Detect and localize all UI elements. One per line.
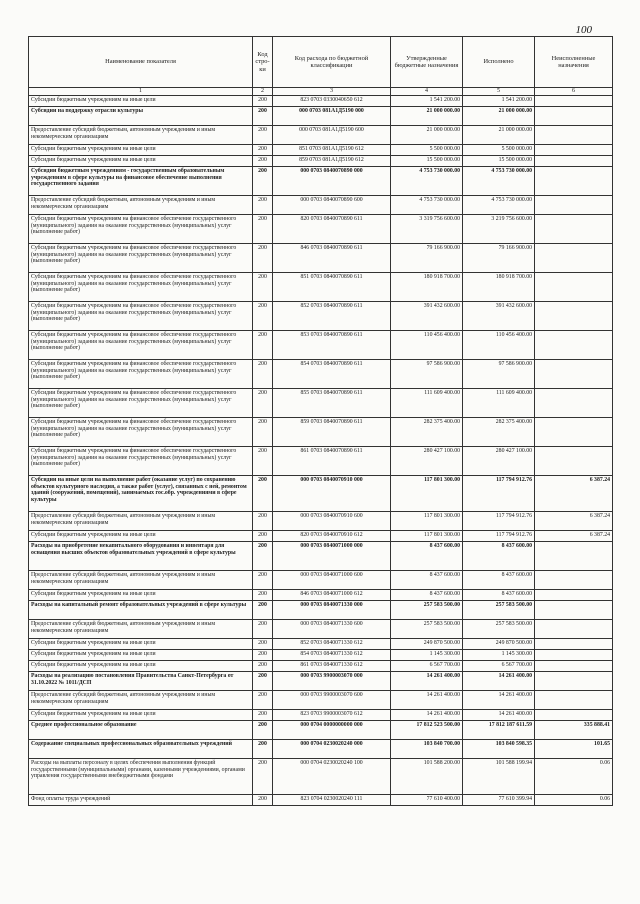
row-code: 200	[253, 144, 273, 155]
row-executed: 17 812 187 611.59	[463, 720, 535, 739]
table-row	[29, 106, 613, 125]
row-name: Среднее профессиональное образование	[29, 720, 253, 739]
row-executed: 8 437 600.00	[463, 589, 535, 600]
table-row	[29, 739, 613, 758]
column-number: 3	[273, 88, 391, 96]
row-approved: 5 500 000.00	[391, 144, 463, 155]
header-classification: Код расхода по бюджетной классификации	[273, 37, 391, 88]
row-executed: 15 500 000.00	[463, 155, 535, 166]
row-name: Субсидии бюджетным учреждениям на финансовое обеспечение государственного (муниципального) задания на оказание государственных (муниципальных) услуг (выполнение работ)	[29, 272, 253, 301]
row-approved: 180 918 700.00	[391, 272, 463, 301]
row-executed: 5 500 000.00	[463, 144, 535, 155]
row-name: Субсидии бюджетным учреждениям на иные цели	[29, 638, 253, 649]
row-name: Фонд оплаты труда учреждений	[29, 794, 253, 805]
row-classification: 861 0703 0840071330 612	[273, 660, 391, 671]
row-classification: 000 0703 0840070910 000	[273, 475, 391, 511]
row-unexecuted	[535, 649, 613, 660]
row-name: Субсидии бюджетным учреждениям на финансовое обеспечение государственного (муниципального) задания на оказание государственных (муниципальных) услуг (выполнение работ)	[29, 446, 253, 475]
row-approved: 391 432 600.00	[391, 301, 463, 330]
row-name: Субсидии бюджетным учреждениям на финансовое обеспечение государственного (муниципального) задания на оказание государственных (муниципальных) услуг (выполнение работ)	[29, 330, 253, 359]
row-name: Субсидии бюджетным учреждениям на иные цели	[29, 660, 253, 671]
row-unexecuted	[535, 446, 613, 475]
column-number: 4	[391, 88, 463, 96]
row-executed: 8 437 600.00	[463, 570, 535, 589]
row-code: 200	[253, 195, 273, 214]
row-code: 200	[253, 600, 273, 619]
row-classification: 000 0703 0840071330 000	[273, 600, 391, 619]
table-row	[29, 619, 613, 638]
row-unexecuted	[535, 155, 613, 166]
header-unexecuted: Неисполненные назначения	[535, 37, 613, 88]
table-row	[29, 758, 613, 794]
row-executed: 14 261 400.00	[463, 671, 535, 690]
row-code: 200	[253, 720, 273, 739]
row-approved: 257 583 500.00	[391, 619, 463, 638]
row-approved: 280 427 100.00	[391, 446, 463, 475]
row-executed: 282 375 400.00	[463, 417, 535, 446]
table-row	[29, 243, 613, 272]
row-executed: 1 541 200.00	[463, 95, 535, 106]
table-row	[29, 166, 613, 195]
row-code: 200	[253, 511, 273, 530]
row-code: 200	[253, 475, 273, 511]
row-unexecuted	[535, 301, 613, 330]
row-unexecuted: 6 387.24	[535, 530, 613, 541]
column-numbers-row	[29, 88, 613, 96]
row-classification: 000 0703 9900003070 600	[273, 690, 391, 709]
row-name: Субсидии бюджетным учреждениям на иные цели	[29, 589, 253, 600]
row-classification: 854 0703 0840071330 612	[273, 649, 391, 660]
row-classification: 000 0703 0840071330 600	[273, 619, 391, 638]
row-classification: 000 0703 0840071000 000	[273, 541, 391, 570]
row-unexecuted	[535, 600, 613, 619]
row-executed: 280 427 100.00	[463, 446, 535, 475]
row-code: 200	[253, 166, 273, 195]
row-classification: 851 0703 081А1Д5190 612	[273, 144, 391, 155]
row-approved: 101 588 200.00	[391, 758, 463, 794]
row-name: Субсидии бюджетным учреждениям на иные цели	[29, 155, 253, 166]
row-unexecuted	[535, 690, 613, 709]
row-approved: 77 610 400.00	[391, 794, 463, 805]
page-number: 100	[575, 24, 592, 36]
row-code: 200	[253, 125, 273, 144]
row-code: 200	[253, 570, 273, 589]
table-header-row	[29, 37, 613, 88]
row-unexecuted: 335 888.41	[535, 720, 613, 739]
row-unexecuted	[535, 660, 613, 671]
row-code: 200	[253, 106, 273, 125]
row-approved: 111 609 400.00	[391, 388, 463, 417]
column-number: 6	[535, 88, 613, 96]
header-code: Код стро-ки	[253, 37, 273, 88]
table-body	[29, 95, 613, 805]
row-executed: 180 918 700.00	[463, 272, 535, 301]
row-approved: 8 437 600.00	[391, 541, 463, 570]
row-unexecuted	[535, 166, 613, 195]
row-executed: 110 456 400.00	[463, 330, 535, 359]
row-classification: 823 0703 9900003070 612	[273, 709, 391, 720]
row-unexecuted	[535, 709, 613, 720]
row-approved: 21 000 000.00	[391, 106, 463, 125]
row-unexecuted	[535, 359, 613, 388]
table-row	[29, 690, 613, 709]
row-approved: 4 753 730 000.00	[391, 195, 463, 214]
row-code: 200	[253, 660, 273, 671]
table-row	[29, 530, 613, 541]
row-executed: 257 583 500.00	[463, 600, 535, 619]
row-code: 200	[253, 155, 273, 166]
table-row	[29, 195, 613, 214]
row-classification: 000 0704 0000000000 000	[273, 720, 391, 739]
row-unexecuted: 0.06	[535, 758, 613, 794]
row-classification: 859 0703 081А1Д5190 612	[273, 155, 391, 166]
table-row	[29, 475, 613, 511]
row-classification: 000 0703 0840071000 600	[273, 570, 391, 589]
row-code: 200	[253, 330, 273, 359]
row-unexecuted	[535, 589, 613, 600]
row-code: 200	[253, 619, 273, 638]
row-unexecuted	[535, 570, 613, 589]
row-code: 200	[253, 671, 273, 690]
row-classification: 000 0703 081А1Д5190 600	[273, 125, 391, 144]
row-approved: 6 567 700.00	[391, 660, 463, 671]
row-code: 200	[253, 446, 273, 475]
row-code: 200	[253, 709, 273, 720]
row-unexecuted	[535, 330, 613, 359]
table-row	[29, 638, 613, 649]
row-unexecuted	[535, 417, 613, 446]
row-name: Субсидии бюджетным учреждениям на финансовое обеспечение государственного (муниципального) задания на оказание государственных (муниципальных) услуг (выполнение работ)	[29, 359, 253, 388]
row-executed: 117 794 912.76	[463, 530, 535, 541]
row-executed: 8 437 600.00	[463, 541, 535, 570]
row-code: 200	[253, 589, 273, 600]
row-classification: 846 0703 0840071000 612	[273, 589, 391, 600]
row-unexecuted	[535, 214, 613, 243]
row-unexecuted: 101.65	[535, 739, 613, 758]
row-name: Субсидии бюджетным учреждениям на иные цели	[29, 95, 253, 106]
row-approved: 282 375 400.00	[391, 417, 463, 446]
row-unexecuted	[535, 671, 613, 690]
row-unexecuted	[535, 144, 613, 155]
row-executed: 117 794 912.76	[463, 511, 535, 530]
row-unexecuted	[535, 243, 613, 272]
row-name: Предоставление субсидий бюджетным, автономным учреждениям и иным некоммерческим организациям	[29, 125, 253, 144]
row-code: 200	[253, 530, 273, 541]
table-row	[29, 720, 613, 739]
row-executed: 79 166 900.00	[463, 243, 535, 272]
row-name: Субсидии бюджетным учреждениям на финансовое обеспечение государственного (муниципального) задания на оказание государственных (муниципальных) услуг (выполнение работ)	[29, 214, 253, 243]
row-approved: 103 840 700.00	[391, 739, 463, 758]
row-classification: 861 0703 0840070890 611	[273, 446, 391, 475]
row-classification: 000 0704 0230020240 100	[273, 758, 391, 794]
row-approved: 97 586 900.00	[391, 359, 463, 388]
table-row	[29, 359, 613, 388]
row-classification: 851 0703 0840070890 611	[273, 272, 391, 301]
row-approved: 1 541 200.00	[391, 95, 463, 106]
row-name: Предоставление субсидий бюджетным, автономным учреждениям и иным некоммерческим организациям	[29, 690, 253, 709]
row-executed: 4 753 730 000.00	[463, 166, 535, 195]
row-code: 200	[253, 794, 273, 805]
row-classification: 852 0703 0840070890 611	[273, 301, 391, 330]
table-row	[29, 446, 613, 475]
row-name: Субсидии бюджетным учреждениям на финансовое обеспечение государственного (муниципального) задания на оказание государственных (муниципальных) услуг (выполнение работ)	[29, 417, 253, 446]
row-executed: 4 753 730 000.00	[463, 195, 535, 214]
table-row	[29, 541, 613, 570]
row-approved: 8 437 600.00	[391, 570, 463, 589]
row-unexecuted: 6 387.24	[535, 511, 613, 530]
row-unexecuted	[535, 638, 613, 649]
row-approved: 117 801 300.00	[391, 475, 463, 511]
row-name: Субсидии бюджетным учреждениям на финансовое обеспечение государственного (муниципального) задания на оказание государственных (муниципальных) услуг (выполнение работ)	[29, 243, 253, 272]
table-row	[29, 388, 613, 417]
row-code: 200	[253, 243, 273, 272]
row-approved: 110 456 400.00	[391, 330, 463, 359]
row-unexecuted	[535, 125, 613, 144]
row-approved: 3 319 756 600.00	[391, 214, 463, 243]
row-name: Предоставление субсидий бюджетным, автономным учреждениям и иным некоммерческим организациям	[29, 570, 253, 589]
row-unexecuted: 6 387.24	[535, 475, 613, 511]
row-name: Предоставление субсидий бюджетным, автономным учреждениям и иным некоммерческим организациям	[29, 511, 253, 530]
row-approved: 257 583 500.00	[391, 600, 463, 619]
row-name: Расходы на реализацию постановления Правительства Санкт-Петербурга от 31.10.2022 № 1011/ДСП	[29, 671, 253, 690]
row-unexecuted	[535, 272, 613, 301]
table-row	[29, 600, 613, 619]
row-executed: 14 261 400.00	[463, 690, 535, 709]
row-code: 200	[253, 690, 273, 709]
table-row	[29, 330, 613, 359]
row-classification: 000 0703 0840070910 600	[273, 511, 391, 530]
row-classification: 852 0703 0840071330 612	[273, 638, 391, 649]
table-row	[29, 660, 613, 671]
row-approved: 4 753 730 000.00	[391, 166, 463, 195]
row-approved: 79 166 900.00	[391, 243, 463, 272]
row-executed: 103 840 598.35	[463, 739, 535, 758]
row-unexecuted	[535, 106, 613, 125]
row-unexecuted: 0.06	[535, 794, 613, 805]
column-number: 2	[253, 88, 273, 96]
table-row	[29, 570, 613, 589]
row-executed: 21 000 000.00	[463, 125, 535, 144]
row-code: 200	[253, 739, 273, 758]
row-code: 200	[253, 649, 273, 660]
row-executed: 391 432 600.00	[463, 301, 535, 330]
row-classification: 855 0703 0840070890 611	[273, 388, 391, 417]
row-executed: 14 261 400.00	[463, 709, 535, 720]
row-approved: 14 261 400.00	[391, 690, 463, 709]
row-unexecuted	[535, 619, 613, 638]
table-row	[29, 95, 613, 106]
row-name: Субсидии бюджетным учреждениям на финансовое обеспечение государственного (муниципального) задания на оказание государственных (муниципальных) услуг (выполнение работ)	[29, 301, 253, 330]
header-executed: Исполнено	[463, 37, 535, 88]
row-executed: 6 567 700.00	[463, 660, 535, 671]
row-code: 200	[253, 359, 273, 388]
row-classification: 000 0703 9900003070 000	[273, 671, 391, 690]
row-name: Субсидии бюджетным учреждениям на финансовое обеспечение государственного (муниципального) задания на оказание государственных (муниципальных) услуг (выполнение работ)	[29, 388, 253, 417]
row-classification: 000 0703 0840070890 000	[273, 166, 391, 195]
row-executed: 117 794 912.76	[463, 475, 535, 511]
row-code: 200	[253, 301, 273, 330]
row-name: Субсидии на поддержку отрасли культуры	[29, 106, 253, 125]
row-name: Субсидии бюджетным учреждениям на иные цели	[29, 530, 253, 541]
budget-execution-table	[28, 36, 613, 806]
row-classification: 820 0703 0840070890 611	[273, 214, 391, 243]
row-executed: 77 610 399.94	[463, 794, 535, 805]
row-approved: 117 801 300.00	[391, 511, 463, 530]
table-row	[29, 155, 613, 166]
row-approved: 249 870 500.00	[391, 638, 463, 649]
table-row	[29, 794, 613, 805]
column-number: 1	[29, 88, 253, 96]
table-row	[29, 144, 613, 155]
row-code: 200	[253, 272, 273, 301]
header-name: Наименование показателя	[29, 37, 253, 88]
table-row	[29, 125, 613, 144]
row-unexecuted	[535, 95, 613, 106]
row-code: 200	[253, 214, 273, 243]
table-row	[29, 214, 613, 243]
row-classification: 000 0704 0230020240 000	[273, 739, 391, 758]
row-name: Субсидии бюджетным учреждениям - государственным образовательным учреждениям в сфере культуры на финансовое обеспечение выполнения государственного задания	[29, 166, 253, 195]
table-row	[29, 671, 613, 690]
row-approved: 21 000 000.00	[391, 125, 463, 144]
row-name: Расходы на приобретение некапитального оборудования и инвентаря для оснащения высших объектов образовательных учреждений в сфере культуры	[29, 541, 253, 570]
row-unexecuted	[535, 195, 613, 214]
table-row	[29, 589, 613, 600]
row-name: Расходы на выплаты персоналу в целях обеспечения выполнения функций государственными (муниципальными) органами, казенными учреждениями, органами управления государственными внебюджетными фондами	[29, 758, 253, 794]
row-approved: 117 801 300.00	[391, 530, 463, 541]
row-approved: 1 145 300.00	[391, 649, 463, 660]
row-classification: 853 0703 0840070890 611	[273, 330, 391, 359]
row-executed: 97 586 900.00	[463, 359, 535, 388]
table-row	[29, 511, 613, 530]
row-name: Содержание специальных профессиональных образовательных учреждений	[29, 739, 253, 758]
row-approved: 14 261 400.00	[391, 709, 463, 720]
row-executed: 1 145 300.00	[463, 649, 535, 660]
table-row	[29, 709, 613, 720]
column-number: 5	[463, 88, 535, 96]
row-approved: 8 437 600.00	[391, 589, 463, 600]
table-row	[29, 417, 613, 446]
table-row	[29, 649, 613, 660]
row-approved: 17 812 523 500.00	[391, 720, 463, 739]
row-classification: 846 0703 0840070890 611	[273, 243, 391, 272]
row-unexecuted	[535, 388, 613, 417]
row-classification: 859 0703 0840070890 611	[273, 417, 391, 446]
row-executed: 257 583 500.00	[463, 619, 535, 638]
row-code: 200	[253, 541, 273, 570]
row-classification: 823 0704 0230020240 111	[273, 794, 391, 805]
row-name: Расходы на капитальный ремонт образовательных учреждений в сфере культуры	[29, 600, 253, 619]
table-row	[29, 272, 613, 301]
row-classification: 823 0703 0330040650 612	[273, 95, 391, 106]
row-executed: 101 588 199.94	[463, 758, 535, 794]
row-classification: 000 0703 0840070890 600	[273, 195, 391, 214]
row-unexecuted	[535, 541, 613, 570]
row-name: Субсидии на иные цели на выполнение работ (оказание услуг) по сохранению объектов культурного наследия, а также работ (услуг), связанных с ней, ремонтом зданий (сооружений, помещений), занимаемых гос.обр. учреждениями в сфере культуры	[29, 475, 253, 511]
table-row	[29, 301, 613, 330]
row-classification: 000 0703 081А1Д5190 000	[273, 106, 391, 125]
row-executed: 3 219 756 600.00	[463, 214, 535, 243]
row-name: Предоставление субсидий бюджетным, автономным учреждениям и иным некоммерческим организациям	[29, 195, 253, 214]
row-name: Субсидии бюджетным учреждениям на иные цели	[29, 144, 253, 155]
row-classification: 854 0703 0840070890 611	[273, 359, 391, 388]
report-table-container	[28, 36, 612, 806]
row-code: 200	[253, 638, 273, 649]
row-name: Предоставление субсидий бюджетным, автономным учреждениям и иным некоммерческим организациям	[29, 619, 253, 638]
row-code: 200	[253, 388, 273, 417]
row-code: 200	[253, 758, 273, 794]
row-approved: 14 261 400.00	[391, 671, 463, 690]
row-code: 200	[253, 417, 273, 446]
row-approved: 15 500 000.00	[391, 155, 463, 166]
row-name: Субсидии бюджетным учреждениям на иные цели	[29, 709, 253, 720]
row-executed: 21 000 000.00	[463, 106, 535, 125]
row-executed: 111 609 400.00	[463, 388, 535, 417]
row-executed: 249 870 500.00	[463, 638, 535, 649]
header-approved: Утвержденные бюджетные назначения	[391, 37, 463, 88]
row-code: 200	[253, 95, 273, 106]
row-classification: 820 0703 0840070910 612	[273, 530, 391, 541]
row-name: Субсидии бюджетным учреждениям на иные цели	[29, 649, 253, 660]
